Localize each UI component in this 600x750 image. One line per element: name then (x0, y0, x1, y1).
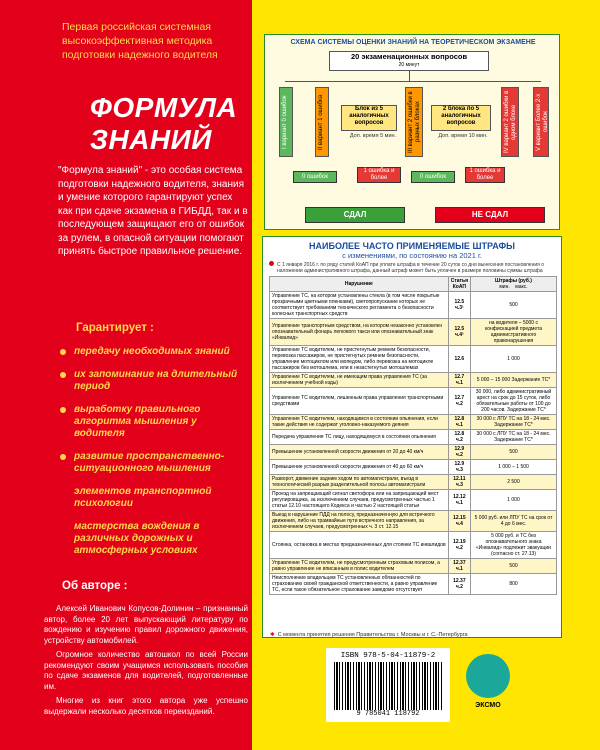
cell-penalty: на водителя – 5000 с конфискацией предмета административного правонарушения (471, 319, 557, 346)
exam-scheme (264, 34, 560, 230)
barcode-number: 9 785041 118792 (356, 710, 420, 718)
cell-violation: Превышение установленной скорости движения от 20 до 40 км/ч (270, 445, 449, 460)
cell-penalty: 5 000 руб. или ЛПУ ТС на срок от 4 до 6 мес. (471, 511, 557, 532)
cell-violation: Управление ТС водителем, лишенным права управления транспортными средствами (270, 388, 449, 415)
title-line-1: ФОРМУЛА (90, 92, 238, 123)
cell-violation: Управление ТС, на котором установлены стекла (в том числе покрытые прозрачными цветными пленками), светопропускание которых не соответствует требованиям технического регламента о безопасности колесных транспортных средств (270, 292, 449, 319)
cell-violation: Управление ТС водителем, не пристегнутым ремнем безопасности, перевозка пассажиров, не пристегнутых ремнем безопасности, управление мотоциклом или мопедом, либо перевозка на мотоцикле пассажиров без мотошлема, или в незастегнутых мотошлемах (270, 346, 449, 373)
author-text (44, 604, 248, 721)
result-fail: НЕ СДАЛ (435, 207, 545, 223)
zero-errors-1: 0 ошибок (293, 171, 337, 183)
fines-heading: НАИБОЛЕЕ ЧАСТО ПРИМЕНЯЕМЫЕ ШТРАФЫ (309, 241, 515, 251)
fines-footnote: ✱ С момента принятия решения Правительства г. Москвы и г. С.-Петербурга (270, 632, 468, 638)
guarantee-item: элементов транспортной психологии (74, 486, 212, 509)
cell-article: 12.9 ч.2 (448, 445, 470, 460)
table-row (270, 574, 557, 595)
publisher-logo-icon (466, 654, 510, 698)
cell-penalty: 30 000 с ЛПУ ТС на 18 - 24 мес. Задержание ТС* (471, 415, 557, 430)
scheme-heading: СХЕМА СИСТЕМЫ ОЦЕНКИ ЗНАНИЙ НА ТЕОРЕТИЧЕСКОМ ЭКЗАМЕНЕ (290, 39, 536, 46)
fines-subheading: с изменениями, по состоянию на 2021 г. (342, 251, 482, 260)
errors-1: 1 ошибка и более (357, 167, 401, 183)
connector-line (409, 71, 410, 81)
table-row (270, 430, 557, 445)
col-violation: Нарушение (270, 277, 449, 292)
table-row (270, 319, 557, 346)
cell-penalty: 5 000 руб. и ТС без опознавательного знака «Инвалид» подлежит эвакуации (согласно ст. 27.13) (471, 532, 557, 559)
cell-article: 12.5 ч.3¹ (448, 292, 470, 319)
variant-5: V вариант Более 2-х ошибок (533, 87, 549, 157)
zero-errors-2: 0 ошибок (411, 171, 455, 183)
table-row (270, 490, 557, 511)
cell-article: 12.6 (448, 346, 470, 373)
cell-article: 12.8 ч.2 (448, 430, 470, 445)
table-row (270, 373, 557, 388)
barcode (334, 662, 442, 710)
table-row (270, 415, 557, 430)
cell-penalty: 500 (471, 559, 557, 574)
cell-violation: Выезд в нарушение ПДД на полосу, предназначенную для встречного движения, либо на трамвайные пути встречного направления, за исключением случаев, предусмотренных ч. 3 ст. 12.15 (270, 511, 449, 532)
table-row (270, 511, 557, 532)
table-row (270, 346, 557, 373)
scheme-top-box (329, 51, 489, 71)
author-paragraph: Огромное количество автошкол по всей России рекомендуют своим учащимся использовать пособия по сдаче экзаменов для водителей, подготовленные им. (44, 650, 248, 691)
cell-penalty: 1 000 (471, 346, 557, 373)
cell-penalty: 500 (471, 445, 557, 460)
cell-article: 12.5 ч.4² (448, 319, 470, 346)
cell-article: 12.37 ч.1 (448, 559, 470, 574)
fines-table (269, 276, 557, 595)
cell-penalty: 800 (471, 574, 557, 595)
cell-article: 12.11 ч.3 (448, 475, 470, 490)
result-pass: СДАЛ (305, 207, 405, 223)
fines-table-panel (262, 236, 562, 638)
col-penalty (471, 277, 557, 292)
variant-2: II вариант 1 ошибка (315, 87, 329, 157)
cell-violation: Разворот, движение задним ходом по автомагистрали, въезд в технологический разрыв разделительной полосы автомагистрали (270, 475, 449, 490)
guarantee-item: мастерства вождения в различных дорожных и атмосферных условиях (74, 521, 200, 556)
cell-violation: Управление транспортным средством, на котором незаконно установлен опознавательный фонарь легкового такси или опознавательный знак «Инвалид» (270, 319, 449, 346)
cell-article: 12.15 ч.4 (448, 511, 470, 532)
table-row (270, 388, 557, 415)
guarantee-item: их запоминание на длительный период (60, 369, 250, 393)
scheme-top-time: 20 минут (398, 62, 420, 68)
variant-4: IV вариант 2 ошибки в одном блоке (501, 87, 519, 157)
cell-violation: Управление ТС водителем, не имеющим права управления ТС (за исключением учебной езды) (270, 373, 449, 388)
guarantee-item: развитие пространственно-ситуационного мышления (60, 451, 250, 475)
variant-3: III вариант 2 ошибки в разных блоках (405, 87, 423, 157)
title-line-2: ЗНАНИЙ (90, 124, 212, 155)
connector-line (285, 81, 541, 82)
tagline: Первая российская системная высокоэффективная методика подготовки надежного водителя (62, 21, 218, 61)
block-1-time: Доп. время 5 мин. (349, 133, 397, 139)
cell-article: 12.9 ч.3 (448, 460, 470, 475)
cell-penalty: 1 000 – 1 500 (471, 460, 557, 475)
table-row (270, 475, 557, 490)
table-header-row (270, 277, 557, 292)
left-panel (0, 0, 252, 750)
table-row (270, 445, 557, 460)
cell-violation: Стоянка, остановка в местах предназначенных для стоянки ТС инвалидов (270, 532, 449, 559)
isbn-text: ISBN 978-5-04-11879-2 (340, 652, 436, 660)
intro-text: "Формула знаний" - это особая система подготовки надежного водителя, знания и умение которого гарантируют успех как при сдаче экзамена в ГИБДД, так и в последующем защищают его от ошибок за рулем, в опасной ситуации помогают принять быстрое правильное решение. (58, 165, 248, 257)
cell-penalty: 1 000 (471, 490, 557, 511)
guarantee-item: выработку правильного алгоритма мышления у водителя (60, 404, 250, 440)
book-title (90, 92, 237, 156)
scheme-top-label: 20 экзаменационных вопросов (350, 52, 468, 61)
fines-note: С 1 января 2016 г. по ряду статей КоАП при уплате штрафа в течение 20 суток со дня вынесения постановления о наложении административного штрафа, данный штраф может быть уплачен в размере половины суммы штрафа (263, 260, 561, 276)
author-paragraph: Многие из книг этого автора уже успешно выдержали несколько десятков переизданий. (44, 696, 248, 716)
author-heading: Об авторе : (62, 580, 128, 592)
cell-article: 12.19 ч.2 (448, 532, 470, 559)
cell-article: 12.12 ч.1 (448, 490, 470, 511)
errors-2: 1 ошибка и более (465, 167, 505, 183)
cell-violation: Превышение установленной скорости движения от 40 до 60 км/ч (270, 460, 449, 475)
publisher-name: ЭКСМО (475, 702, 501, 709)
col-penalty-label: Штрафы (руб.) (495, 278, 532, 284)
cell-violation: Передача управления ТС лицу, находящемуся в состоянии опьянения (270, 430, 449, 445)
guarantee-item: передачу необходимых знаний (60, 346, 250, 358)
author-paragraph: Алексей Иванович Копусов-Долинин – признанный автор, более 20 лет выпускающий литературу по вождению и изучению правил дорожного движения, устройству автомобилей. (44, 604, 248, 645)
col-article: Статья КоАП (448, 277, 470, 292)
cell-violation: Проезд на запрещающий сигнал светофора или на запрещающий жест регулировщика, за исключением случаев, предусмотренных частью 1 статьи 12.10 настоящего Кодекса и частью 2 настоящей статьи (270, 490, 449, 511)
col-penalty-range (473, 284, 554, 290)
table-row (270, 292, 557, 319)
cell-violation: Управление ТС водителем, находящимся в состоянии опьянения, если такие действия не содержат уголовно-наказуемого деяния (270, 415, 449, 430)
guarantees-heading: Гарантирует : (76, 322, 154, 334)
cell-article: 12.7 ч.2 (448, 388, 470, 415)
cell-penalty: 30 000 с ЛПУ ТС на 18 - 24 мес. Задержание ТС* (471, 430, 557, 445)
block-2-time: Доп. время 10 мин. (438, 133, 488, 139)
isbn-block (326, 648, 450, 722)
cell-penalty: 2 500 (471, 475, 557, 490)
table-row (270, 532, 557, 559)
cell-penalty: 500 (471, 292, 557, 319)
variant-1: I вариант 0 ошибок (279, 87, 293, 157)
cell-penalty: 5 000 – 15 000 Задержание ТС* (471, 373, 557, 388)
guarantees-list (60, 346, 250, 568)
col-min: мин. (499, 284, 510, 290)
cell-penalty: 30 000, либо административный арест на срок до 15 суток, либо обязательные работы от 100 до 200 часов. Задержание ТС* (471, 388, 557, 415)
block-1: Блок из 5 аналогичных вопросов (341, 105, 397, 131)
cell-violation: Управление ТС водителем, не предусмотренным страховым полисом, а равно управление не вписанным в полис водителем (270, 559, 449, 574)
cell-violation: Неисполнение владельцем ТС установленных обязанностей по страхованию своей гражданской ответственности, а равно управление ТС, если такое обязательное страхование заведомо отсутствует (270, 574, 449, 595)
table-row (270, 559, 557, 574)
cell-article: 12.7 ч.1 (448, 373, 470, 388)
block-2: 2 блока по 5 аналогичных вопросов (431, 105, 491, 131)
table-row (270, 460, 557, 475)
cell-article: 12.8 ч.1 (448, 415, 470, 430)
cell-article: 12.37 ч.2 (448, 574, 470, 595)
col-max: макс. (515, 284, 528, 290)
